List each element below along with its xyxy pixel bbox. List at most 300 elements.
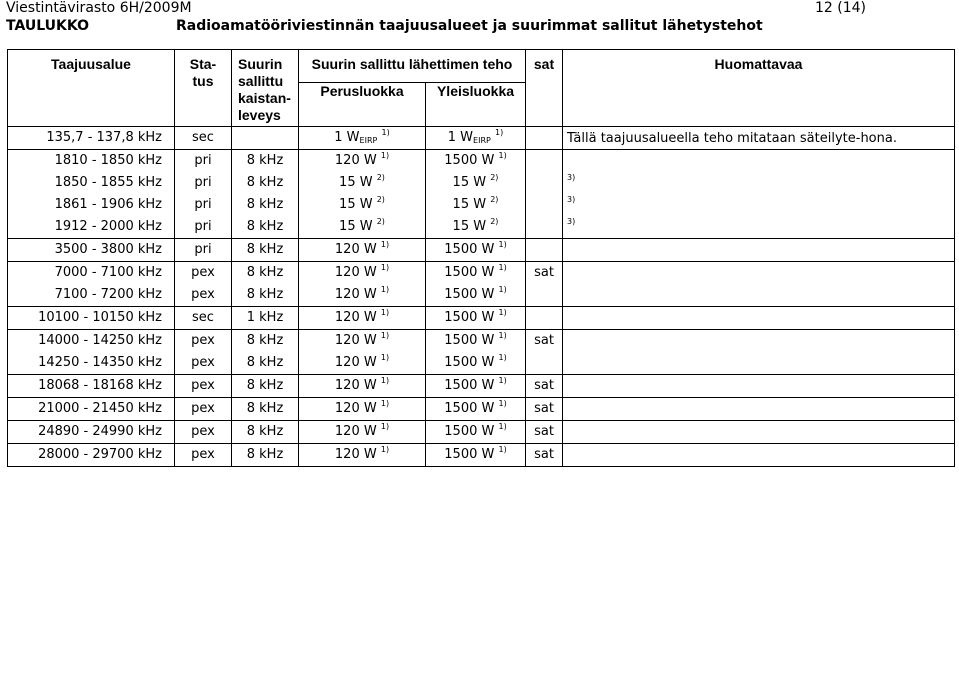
note-cell <box>563 330 955 375</box>
cell-line <box>526 262 562 284</box>
header-basic: Perusluokka <box>299 83 426 127</box>
power-value: 15 W <box>339 175 373 190</box>
general-power-cell <box>426 307 526 330</box>
status-value: pex <box>191 355 215 370</box>
cell-line <box>299 307 425 329</box>
cell-line <box>526 172 562 194</box>
bw-value: 8 kHz <box>246 265 284 280</box>
note-text <box>563 444 954 466</box>
cell-line <box>8 398 162 420</box>
status-cell <box>175 262 232 307</box>
status-value: pex <box>191 378 215 393</box>
cell-line <box>526 398 562 420</box>
note-cell <box>563 444 955 467</box>
range-cell <box>8 262 175 307</box>
footnote-ref: 1) <box>498 445 507 454</box>
cell-line <box>175 330 231 352</box>
bandwidth-cell <box>232 375 299 398</box>
cell-line <box>232 398 298 420</box>
note-text <box>563 239 954 261</box>
footnote-ref: 3) <box>567 173 576 182</box>
status-cell <box>175 421 232 444</box>
note-text <box>563 150 954 172</box>
footnote-ref: 2) <box>490 217 499 226</box>
power-value: 120 W <box>334 333 377 348</box>
cell-line <box>426 330 525 352</box>
header-general: Yleisluokka <box>426 83 526 127</box>
power-value: 1500 W <box>444 355 495 370</box>
table-row <box>8 150 955 239</box>
header-range: Taajuusalue <box>8 50 175 127</box>
status-value: sec <box>192 310 214 325</box>
footnote-ref: 1) <box>380 331 390 340</box>
status-value: pex <box>191 265 215 280</box>
footnote-ref: 1) <box>380 263 390 272</box>
range-value: 1861 - 1906 kHz <box>54 197 162 212</box>
cell-line <box>175 150 231 172</box>
status-value: pex <box>191 287 215 302</box>
sat-cell <box>526 239 563 262</box>
status-value: pri <box>194 153 212 168</box>
table-row <box>8 307 955 330</box>
cell-line <box>232 330 298 352</box>
power-value: 1500 W <box>444 447 495 462</box>
note-text <box>563 330 954 352</box>
cell-line <box>299 421 425 443</box>
bw-value: 8 kHz <box>246 424 284 439</box>
cell-line <box>526 352 562 374</box>
footnote-ref: 1) <box>380 285 390 294</box>
bw-value: 1 kHz <box>246 310 284 325</box>
power-value: 1500 W <box>444 333 495 348</box>
basic-power-cell <box>299 330 426 375</box>
cell-line <box>299 172 425 194</box>
power-value: 15 W <box>339 219 373 234</box>
footnote-ref: 1) <box>380 376 390 385</box>
status-value: pex <box>191 401 215 416</box>
cell-line <box>8 239 162 261</box>
cell-line <box>426 239 525 261</box>
cell-line <box>426 172 525 194</box>
note-value: Tällä taajuusalueella teho mitataan säteilyte-hona. <box>567 131 897 146</box>
footnote-ref: 1) <box>380 353 390 362</box>
bandwidth-cell <box>232 150 299 239</box>
footnote-ref: 1) <box>498 331 507 340</box>
range-value: 7000 - 7100 kHz <box>54 265 162 280</box>
note-cell <box>563 398 955 421</box>
cell-line <box>232 127 298 149</box>
basic-power-cell <box>299 239 426 262</box>
basic-power-cell <box>299 421 426 444</box>
general-power-cell <box>426 239 526 262</box>
cell-line <box>426 375 525 397</box>
cell-line <box>426 398 525 420</box>
range-value: 135,7 - 137,8 kHz <box>46 130 162 145</box>
table-row <box>8 444 955 467</box>
cell-line <box>526 284 562 306</box>
note-cell <box>563 375 955 398</box>
power-value: 1500 W <box>444 242 495 257</box>
power-value: 1500 W <box>444 378 495 393</box>
cell-line <box>175 398 231 420</box>
bw-value: 8 kHz <box>246 378 284 393</box>
power-value: 1500 W <box>444 265 495 280</box>
cell-line <box>8 444 162 466</box>
cell-line <box>299 127 425 149</box>
cell-line <box>426 307 525 329</box>
power-value: 120 W <box>334 153 377 168</box>
cell-line <box>175 284 231 306</box>
sat-value: sat <box>534 265 554 280</box>
bw-value: 8 kHz <box>246 355 284 370</box>
range-value: 1850 - 1855 kHz <box>54 175 162 190</box>
sat-cell <box>526 262 563 307</box>
table-row <box>8 421 955 444</box>
basic-power-cell <box>299 375 426 398</box>
note-cell <box>563 307 955 330</box>
table-row <box>8 127 955 150</box>
document-heading <box>6 18 763 34</box>
cell-line <box>299 284 425 306</box>
status-cell <box>175 239 232 262</box>
cell-line <box>232 421 298 443</box>
sat-cell <box>526 375 563 398</box>
cell-line <box>8 150 162 172</box>
cell-line <box>8 172 162 194</box>
status-value: pex <box>191 333 215 348</box>
range-cell <box>8 150 175 239</box>
power-value: 1500 W <box>444 153 495 168</box>
cell-line <box>426 150 525 172</box>
bandwidth-cell <box>232 421 299 444</box>
cell-line <box>175 127 231 149</box>
footnote-ref: 1) <box>381 128 390 137</box>
cell-line <box>175 307 231 329</box>
note-text <box>563 216 954 238</box>
footnote-ref: 2) <box>376 195 385 204</box>
general-power-cell <box>426 421 526 444</box>
cell-line <box>299 375 425 397</box>
sat-value: sat <box>534 424 554 439</box>
footnote-ref: 2) <box>376 217 385 226</box>
note-text <box>563 375 954 397</box>
footnote-ref: 1) <box>380 399 390 408</box>
power-value: 1500 W <box>444 401 495 416</box>
cell-line <box>299 150 425 172</box>
sat-value: sat <box>534 401 554 416</box>
cell-line <box>426 194 525 216</box>
bw-value: 8 kHz <box>246 333 284 348</box>
note-text <box>563 307 954 329</box>
cell-line <box>8 330 162 352</box>
cell-line <box>232 216 298 238</box>
note-text <box>563 398 954 420</box>
sat-cell <box>526 330 563 375</box>
cell-line <box>526 307 562 329</box>
sat-value: sat <box>534 378 554 393</box>
cell-line <box>232 444 298 466</box>
range-value: 28000 - 29700 kHz <box>38 447 162 462</box>
power-value: 120 W <box>334 242 377 257</box>
cell-line <box>232 262 298 284</box>
cell-line <box>175 421 231 443</box>
range-value: 1912 - 2000 kHz <box>54 219 162 234</box>
cell-line <box>8 421 162 443</box>
power-value: 1500 W <box>444 310 495 325</box>
status-value: pri <box>194 197 212 212</box>
cell-line <box>232 150 298 172</box>
general-power-cell <box>426 262 526 307</box>
status-value: pex <box>191 424 215 439</box>
power-value: 120 W <box>334 378 377 393</box>
footnote-ref: 3) <box>567 217 576 226</box>
cell-line <box>8 375 162 397</box>
status-value: pri <box>194 175 212 190</box>
cell-line <box>526 194 562 216</box>
footnote-ref: 1) <box>494 128 504 137</box>
cell-line <box>232 307 298 329</box>
cell-line <box>526 127 562 149</box>
range-value: 14000 - 14250 kHz <box>38 333 162 348</box>
basic-power-cell <box>299 262 426 307</box>
cell-line <box>175 352 231 374</box>
note-text <box>563 127 954 147</box>
footnote-ref: 1) <box>498 263 507 272</box>
note-text <box>563 352 954 374</box>
power-value: 1 W <box>447 130 474 145</box>
document-title: Radioamatööriviestinnän taajuusalueet ja suurimmat sallitut lähetystehot <box>176 18 763 34</box>
table-row <box>8 375 955 398</box>
status-cell <box>175 444 232 467</box>
range-value: 3500 - 3800 kHz <box>54 242 162 257</box>
cell-line <box>299 352 425 374</box>
note-text <box>563 172 954 194</box>
bandwidth-cell <box>232 307 299 330</box>
cell-line <box>175 194 231 216</box>
status-cell <box>175 150 232 239</box>
bw-value: 8 kHz <box>246 401 284 416</box>
cell-line <box>426 284 525 306</box>
power-value: 1500 W <box>444 287 495 302</box>
footnote-ref: 1) <box>498 353 507 362</box>
footnote-ref: 1) <box>380 308 390 317</box>
bandwidth-cell <box>232 262 299 307</box>
cell-line <box>299 194 425 216</box>
note-text <box>563 194 954 216</box>
status-cell <box>175 127 232 150</box>
cell-line <box>8 352 162 374</box>
cell-line <box>526 330 562 352</box>
bw-value: 8 kHz <box>246 447 284 462</box>
header-note: Huomattavaa <box>563 50 955 127</box>
cell-line <box>232 239 298 261</box>
bw-value: 8 kHz <box>246 219 284 234</box>
sat-cell <box>526 150 563 239</box>
agency-label: Viestintävirasto 6H/2009M <box>6 0 192 16</box>
bandwidth-cell <box>232 444 299 467</box>
cell-line <box>299 216 425 238</box>
cell-line <box>426 421 525 443</box>
power-value: 120 W <box>334 355 377 370</box>
general-power-cell <box>426 330 526 375</box>
cell-line <box>232 284 298 306</box>
status-value: sec <box>192 130 214 145</box>
cell-line <box>8 307 162 329</box>
cell-line <box>232 352 298 374</box>
range-value: 10100 - 10150 kHz <box>38 310 162 325</box>
cell-line <box>426 352 525 374</box>
power-value: 15 W <box>339 197 373 212</box>
power-value: 15 W <box>452 197 487 212</box>
basic-power-cell <box>299 150 426 239</box>
basic-power-cell <box>299 398 426 421</box>
cell-line <box>426 127 525 149</box>
general-power-cell <box>426 398 526 421</box>
bandwidth-cell <box>232 239 299 262</box>
range-cell <box>8 398 175 421</box>
power-value: 15 W <box>452 175 487 190</box>
range-value: 1810 - 1850 kHz <box>54 153 162 168</box>
note-cell <box>563 150 955 239</box>
note-cell <box>563 262 955 307</box>
section-label: TAULUKKO <box>6 18 89 34</box>
cell-line <box>8 127 162 149</box>
note-text <box>563 284 954 306</box>
power-value: 120 W <box>334 424 377 439</box>
cell-line <box>175 262 231 284</box>
footnote-ref: 1) <box>498 422 507 431</box>
table-row <box>8 330 955 375</box>
cell-line <box>299 398 425 420</box>
sat-cell <box>526 444 563 467</box>
basic-power-cell <box>299 127 426 150</box>
bw-value: 8 kHz <box>246 175 284 190</box>
cell-line <box>426 216 525 238</box>
range-value: 18068 - 18168 kHz <box>38 378 162 393</box>
sat-cell <box>526 307 563 330</box>
power-value: 120 W <box>334 447 377 462</box>
cell-line <box>299 330 425 352</box>
footnote-ref: 2) <box>490 195 499 204</box>
status-value: pri <box>194 219 212 234</box>
cell-line <box>232 172 298 194</box>
cell-line <box>526 239 562 261</box>
range-cell <box>8 307 175 330</box>
power-value: 120 W <box>334 401 377 416</box>
sat-value: sat <box>534 333 554 348</box>
bw-value: 8 kHz <box>246 197 284 212</box>
bandwidth-cell <box>232 398 299 421</box>
status-cell <box>175 330 232 375</box>
footnote-ref: 1) <box>498 399 507 408</box>
eirp-subscript: EIRP <box>359 136 378 145</box>
cell-line <box>526 375 562 397</box>
power-value: 120 W <box>334 287 377 302</box>
basic-power-cell <box>299 444 426 467</box>
footnote-ref: 1) <box>498 376 507 385</box>
status-value: pri <box>194 242 212 257</box>
general-power-cell <box>426 444 526 467</box>
general-power-cell <box>426 375 526 398</box>
cell-line <box>526 150 562 172</box>
cell-line <box>8 216 162 238</box>
power-value: 120 W <box>334 310 377 325</box>
cell-line <box>8 194 162 216</box>
range-value: 21000 - 21450 kHz <box>38 401 162 416</box>
basic-power-cell <box>299 307 426 330</box>
power-value: 15 W <box>452 219 487 234</box>
footnote-ref: 1) <box>380 445 390 454</box>
range-cell <box>8 330 175 375</box>
page-number: 12 (14) <box>814 0 866 16</box>
eirp-subscript: EIRP <box>473 136 491 145</box>
status-cell <box>175 307 232 330</box>
note-text <box>563 262 954 284</box>
cell-line <box>299 262 425 284</box>
bw-value: 8 kHz <box>246 242 284 257</box>
header-sat: sat <box>526 50 563 127</box>
bw-value: 8 kHz <box>246 287 284 302</box>
range-cell <box>8 239 175 262</box>
cell-line <box>175 375 231 397</box>
range-value: 7100 - 7200 kHz <box>54 287 162 302</box>
general-power-cell <box>426 150 526 239</box>
bw-value: 8 kHz <box>246 153 284 168</box>
footnote-ref: 3) <box>567 195 576 204</box>
cell-line <box>526 444 562 466</box>
status-cell <box>175 375 232 398</box>
cell-line <box>8 284 162 306</box>
note-cell <box>563 239 955 262</box>
footnote-ref: 1) <box>498 285 507 294</box>
range-value: 24890 - 24990 kHz <box>38 424 162 439</box>
header-status: Sta- tus <box>175 50 232 127</box>
footnote-ref: 2) <box>490 173 499 182</box>
cell-line <box>175 444 231 466</box>
cell-line <box>175 172 231 194</box>
frequency-table <box>7 49 955 467</box>
sat-cell <box>526 421 563 444</box>
footnote-ref: 1) <box>498 308 507 317</box>
range-cell <box>8 375 175 398</box>
table-row <box>8 398 955 421</box>
sat-value: sat <box>534 447 554 462</box>
range-value: 14250 - 14350 kHz <box>38 355 162 370</box>
power-value: 120 W <box>334 265 377 280</box>
status-value: pex <box>191 447 215 462</box>
note-text <box>563 421 954 443</box>
cell-line <box>426 444 525 466</box>
header-bandwidth: Suurin sallittu kaistan-leveys <box>232 50 299 127</box>
cell-line <box>232 375 298 397</box>
status-cell <box>175 398 232 421</box>
range-cell <box>8 444 175 467</box>
footnote-ref: 1) <box>380 422 390 431</box>
cell-line <box>8 262 162 284</box>
note-cell <box>563 421 955 444</box>
power-value: 1 W <box>334 130 360 145</box>
table-row <box>8 239 955 262</box>
power-value: 1500 W <box>444 424 495 439</box>
sat-cell <box>526 127 563 150</box>
cell-line <box>526 216 562 238</box>
cell-line <box>426 262 525 284</box>
cell-line <box>299 444 425 466</box>
footnote-ref: 2) <box>376 173 385 182</box>
range-cell <box>8 127 175 150</box>
bandwidth-cell <box>232 330 299 375</box>
footnote-ref: 1) <box>380 240 390 249</box>
